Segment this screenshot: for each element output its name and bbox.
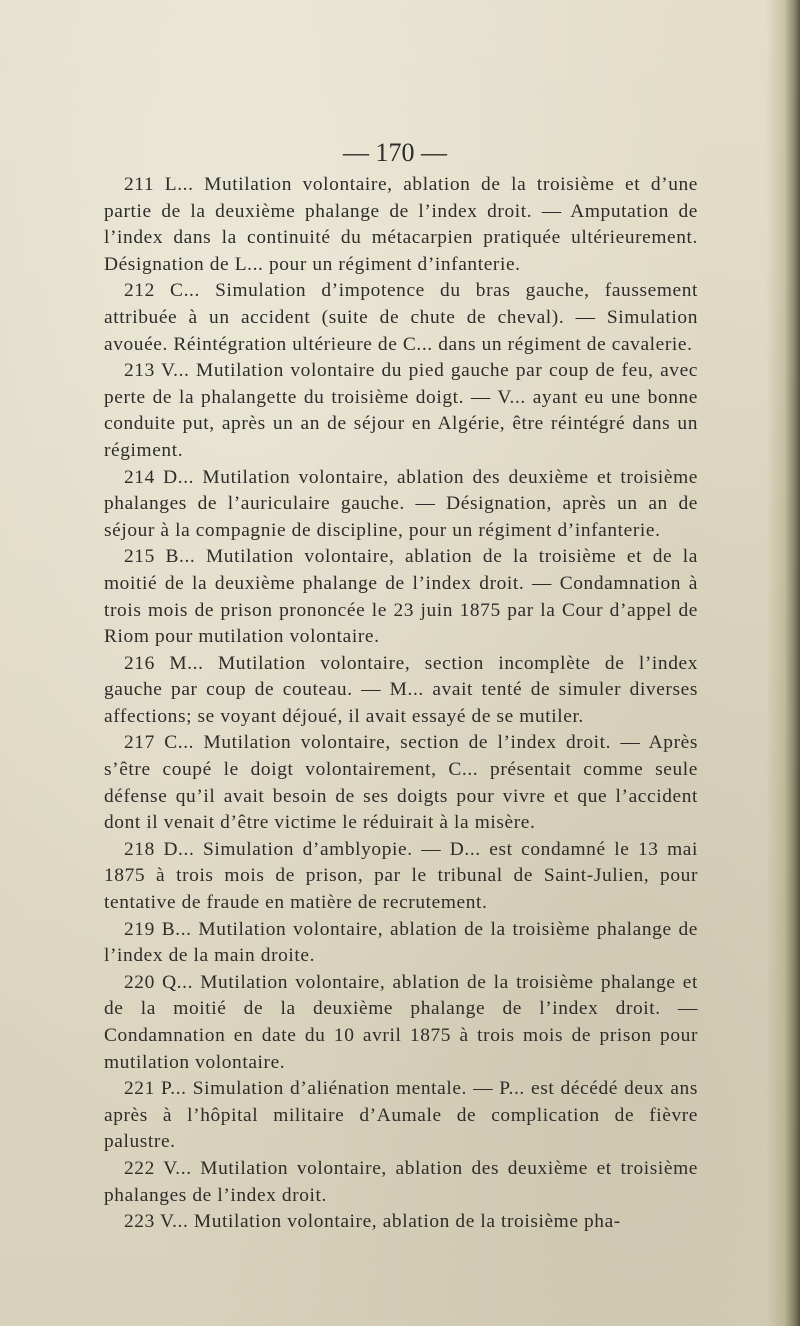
entry-214: 214 D... Mutilation volontaire, ablation des deuxième et troisième phalanges de l’auriculaire gauche. — Désignation, après un an de séjour à la compagnie de discipline, pour un régiment d’infanterie. xyxy=(104,466,698,541)
entry-219: 219 B... Mutilation volontaire, ablation de la troisième phalange de l’index de la main droite. xyxy=(104,918,698,967)
page-number: — 170 — xyxy=(343,138,447,167)
entry-215: 215 B... Mutilation volontaire, ablation de la troisième et de la moitié de la deuxième phalange de l’index droit. — Condamnation à trois mois de prison prononcée le 23 juin 1875 par la Cour d’appel de Riom pour mutilation volontaire. xyxy=(104,546,698,648)
body-text xyxy=(104,172,698,1236)
entry-216: 216 M... Mutilation volontaire, section incomplète de l’index gauche par coup de couteau. — M... avait tenté de simuler diverses affections; se voyant déjoué, il avait essayé de se mutiler. xyxy=(104,652,698,727)
entry-212: 212 C... Simulation d’impotence du bras gauche, faussement attribuée à un accident (suite de chute de cheval). — Simulation avouée. Réintégration ultérieure de C... dans un régiment de cavalerie. xyxy=(104,280,698,355)
entry-218: 218 D... Simulation d’amblyopie. — D... est condamné le 13 mai 1875 à trois mois de prison, par le tribunal de Saint-Julien, pour tentative de fraude en matière de recrutement. xyxy=(104,838,698,914)
entry-217: 217 C... Mutilation volontaire, section de l’index droit. — Après s’être coupé le doigt volontairement, C... présentait comme seule défense qu’il avait besoin de ses doigts pour vivre et que l’accident dont il venait d’être victime le réduirait à la misère. xyxy=(104,732,698,834)
entry-222: 222 V... Mutilation volontaire, ablation des deuxième et troisième phalanges de l’index droit. xyxy=(104,1157,698,1206)
entry-213: 213 V... Mutilation volontaire du pied gauche par coup de feu, avec perte de la phalangette du troisième doigt. — V... ayant eu une bonne conduite put, après un an de séjour en Algérie, être réintégré dans un régiment. xyxy=(104,360,698,461)
entry-211: 211 L... Mutilation volontaire, ablation de la troisième et d’une partie de la deuxième phalange de l’index droit. — Amputation de l’index dans la continuité du métacarpien pratiquée ultérieurement. Désignation de L... pour un régiment d’infanterie. xyxy=(104,174,698,275)
entry-221: 221 P... Simulation d’aliénation mentale. — P... est décédé deux ans après à l’hôpital militaire d’Aumale de complication de fièvre palustre. xyxy=(104,1078,698,1153)
entry-223: 223 V... Mutilation volontaire, ablation de la troisième pha- xyxy=(124,1211,621,1233)
page-edge-shadow xyxy=(766,0,800,1326)
entry-220: 220 Q... Mutilation volontaire, ablation de la troisième phalange et de la moitié de la deuxième phalange de l’index droit. — Condamnation en date du 10 avril 1875 à trois mois de prison pour mutilation volontaire. xyxy=(104,971,698,1073)
